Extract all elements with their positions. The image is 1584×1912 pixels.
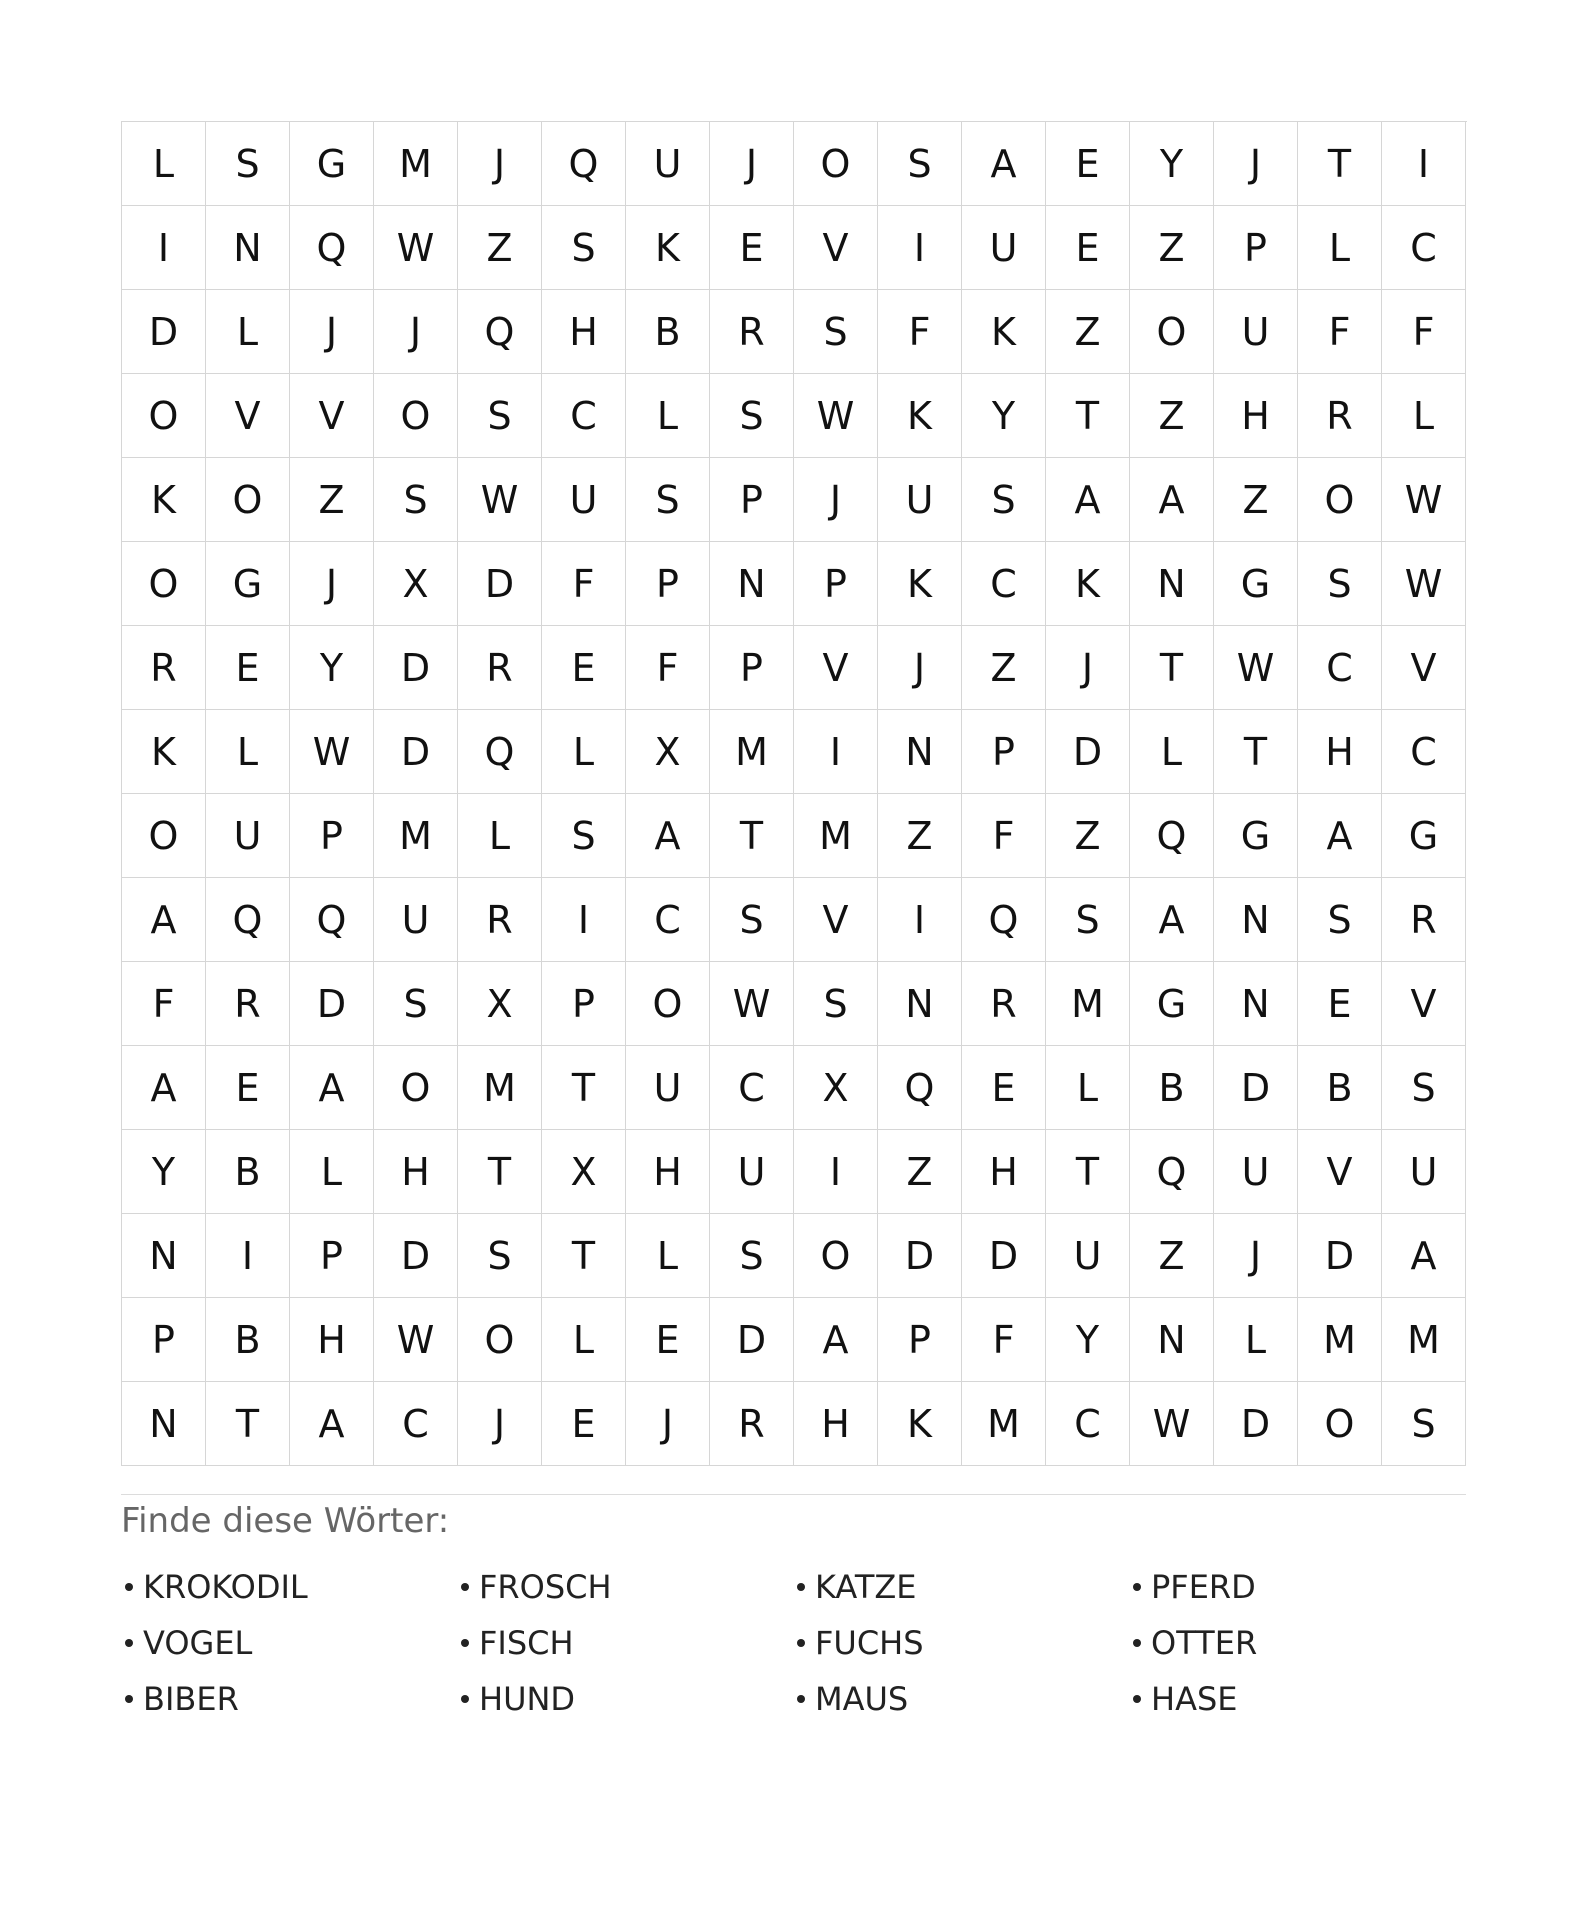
grid-cell[interactable]: T: [710, 794, 794, 878]
grid-cell[interactable]: S: [458, 1214, 542, 1298]
grid-cell[interactable]: W: [1214, 626, 1298, 710]
grid-cell[interactable]: L: [206, 290, 290, 374]
grid-cell[interactable]: O: [1298, 458, 1382, 542]
grid-cell[interactable]: Y: [1130, 122, 1214, 206]
grid-cell[interactable]: S: [710, 374, 794, 458]
grid-cell[interactable]: R: [206, 962, 290, 1046]
grid-cell[interactable]: G: [1130, 962, 1214, 1046]
grid-cell[interactable]: J: [626, 1382, 710, 1466]
grid-cell[interactable]: A: [626, 794, 710, 878]
grid-cell[interactable]: L: [542, 1298, 626, 1382]
word-list-item: [1129, 1671, 1465, 1727]
grid-cell[interactable]: V: [290, 374, 374, 458]
grid-cell[interactable]: S: [206, 122, 290, 206]
grid-cell[interactable]: E: [542, 1382, 626, 1466]
grid-cell[interactable]: E: [1046, 206, 1130, 290]
word-label: FUCHS: [815, 1624, 924, 1662]
grid-cell[interactable]: I: [878, 206, 962, 290]
grid-cell[interactable]: G: [1382, 794, 1466, 878]
grid-cell[interactable]: T: [542, 1214, 626, 1298]
word-label: KATZE: [815, 1568, 917, 1606]
grid-cell[interactable]: S: [374, 458, 458, 542]
grid-cell[interactable]: J: [710, 122, 794, 206]
grid-cell[interactable]: V: [794, 878, 878, 962]
grid-cell[interactable]: H: [626, 1130, 710, 1214]
grid-cell[interactable]: C: [626, 878, 710, 962]
grid-cell[interactable]: F: [878, 290, 962, 374]
grid-cell[interactable]: H: [542, 290, 626, 374]
grid-cell[interactable]: O: [794, 122, 878, 206]
word-label: HASE: [1151, 1680, 1238, 1718]
grid-cell[interactable]: I: [542, 878, 626, 962]
grid-cell[interactable]: W: [374, 206, 458, 290]
grid-cell[interactable]: X: [458, 962, 542, 1046]
grid-cell[interactable]: Z: [962, 626, 1046, 710]
grid-cell[interactable]: H: [290, 1298, 374, 1382]
divider: [121, 1494, 1466, 1495]
grid-cell[interactable]: N: [710, 542, 794, 626]
grid-cell[interactable]: K: [878, 1382, 962, 1466]
grid-cell[interactable]: P: [710, 626, 794, 710]
word-search-puzzle: [121, 121, 1463, 1727]
grid-cell[interactable]: L: [290, 1130, 374, 1214]
grid-cell[interactable]: U: [1214, 1130, 1298, 1214]
grid-cell[interactable]: A: [1298, 794, 1382, 878]
grid-cell[interactable]: Z: [878, 794, 962, 878]
grid-cell[interactable]: U: [1382, 1130, 1466, 1214]
grid-cell[interactable]: E: [626, 1298, 710, 1382]
grid-cell[interactable]: M: [1298, 1298, 1382, 1382]
grid-cell[interactable]: L: [626, 374, 710, 458]
grid-cell[interactable]: V: [206, 374, 290, 458]
grid-cell[interactable]: Q: [1130, 794, 1214, 878]
grid-cell[interactable]: V: [1298, 1130, 1382, 1214]
grid-cell[interactable]: M: [1382, 1298, 1466, 1382]
word-label: BIBER: [143, 1680, 239, 1718]
grid-cell[interactable]: U: [542, 458, 626, 542]
grid-cell[interactable]: R: [1298, 374, 1382, 458]
grid-cell[interactable]: A: [290, 1046, 374, 1130]
grid-cell[interactable]: U: [962, 206, 1046, 290]
grid-cell[interactable]: M: [1046, 962, 1130, 1046]
grid-cell[interactable]: S: [710, 878, 794, 962]
bullet-icon: [1133, 1695, 1141, 1703]
grid-cell[interactable]: Q: [1130, 1130, 1214, 1214]
grid-cell[interactable]: Z: [1130, 206, 1214, 290]
grid-cell[interactable]: K: [122, 710, 206, 794]
grid-cell[interactable]: Q: [542, 122, 626, 206]
grid-cell[interactable]: D: [374, 626, 458, 710]
grid-cell[interactable]: N: [1130, 542, 1214, 626]
word-list-item: [457, 1559, 793, 1615]
grid-cell[interactable]: R: [710, 290, 794, 374]
grid-cell[interactable]: N: [878, 710, 962, 794]
grid-cell[interactable]: J: [794, 458, 878, 542]
grid-cell[interactable]: U: [626, 1046, 710, 1130]
grid-cell[interactable]: J: [1214, 122, 1298, 206]
grid-cell[interactable]: J: [878, 626, 962, 710]
grid-cell[interactable]: M: [710, 710, 794, 794]
grid-cell[interactable]: S: [1298, 542, 1382, 626]
grid-cell[interactable]: N: [878, 962, 962, 1046]
grid-cell[interactable]: Y: [1046, 1298, 1130, 1382]
grid-cell[interactable]: C: [1046, 1382, 1130, 1466]
grid-cell[interactable]: T: [1130, 626, 1214, 710]
grid-cell[interactable]: Q: [290, 206, 374, 290]
grid-cell[interactable]: L: [1130, 710, 1214, 794]
grid-cell[interactable]: G: [290, 122, 374, 206]
grid-cell[interactable]: G: [206, 542, 290, 626]
grid-cell[interactable]: U: [1046, 1214, 1130, 1298]
grid-cell[interactable]: N: [1214, 878, 1298, 962]
bullet-icon: [797, 1695, 805, 1703]
grid-cell[interactable]: T: [1046, 1130, 1130, 1214]
grid-cell[interactable]: B: [206, 1130, 290, 1214]
bullet-icon: [125, 1583, 133, 1591]
grid-cell[interactable]: Z: [1046, 290, 1130, 374]
grid-cell[interactable]: O: [122, 542, 206, 626]
grid-cell[interactable]: W: [290, 710, 374, 794]
word-list: [121, 1559, 1463, 1727]
bullet-icon: [125, 1639, 133, 1647]
grid-cell[interactable]: U: [626, 122, 710, 206]
grid-cell[interactable]: P: [794, 542, 878, 626]
word-list-item: [121, 1559, 457, 1615]
grid-cell[interactable]: X: [794, 1046, 878, 1130]
grid-cell[interactable]: N: [122, 1382, 206, 1466]
grid-cell[interactable]: F: [962, 1298, 1046, 1382]
grid-cell[interactable]: P: [122, 1298, 206, 1382]
grid-cell[interactable]: U: [374, 878, 458, 962]
word-list-item: [793, 1559, 1129, 1615]
bullet-icon: [797, 1639, 805, 1647]
word-list-item: [457, 1671, 793, 1727]
grid-cell[interactable]: Q: [206, 878, 290, 962]
letter-grid: [121, 121, 1467, 1466]
grid-cell[interactable]: X: [374, 542, 458, 626]
grid-cell[interactable]: E: [542, 626, 626, 710]
bullet-icon: [125, 1695, 133, 1703]
grid-cell[interactable]: P: [290, 1214, 374, 1298]
grid-cell[interactable]: L: [1046, 1046, 1130, 1130]
grid-cell[interactable]: H: [794, 1382, 878, 1466]
grid-cell[interactable]: N: [122, 1214, 206, 1298]
word-list-heading: Finde diese Wörter:: [121, 1501, 450, 1541]
grid-cell[interactable]: C: [710, 1046, 794, 1130]
grid-cell[interactable]: K: [878, 374, 962, 458]
grid-cell[interactable]: F: [542, 542, 626, 626]
grid-cell[interactable]: O: [122, 794, 206, 878]
grid-cell[interactable]: W: [794, 374, 878, 458]
word-list-item: [793, 1615, 1129, 1671]
word-list-item: [1129, 1615, 1465, 1671]
grid-cell[interactable]: G: [1214, 794, 1298, 878]
grid-cell[interactable]: C: [1382, 206, 1466, 290]
grid-cell[interactable]: V: [1382, 962, 1466, 1046]
grid-cell[interactable]: A: [122, 878, 206, 962]
grid-cell[interactable]: E: [1046, 122, 1130, 206]
grid-cell[interactable]: D: [710, 1298, 794, 1382]
grid-cell[interactable]: T: [1298, 122, 1382, 206]
grid-cell[interactable]: C: [962, 542, 1046, 626]
bullet-icon: [1133, 1639, 1141, 1647]
word-label: VOGEL: [143, 1624, 253, 1662]
bullet-icon: [461, 1639, 469, 1647]
grid-cell[interactable]: O: [1298, 1382, 1382, 1466]
grid-cell[interactable]: Z: [1130, 374, 1214, 458]
grid-cell[interactable]: J: [374, 290, 458, 374]
grid-cell[interactable]: R: [1382, 878, 1466, 962]
grid-cell[interactable]: H: [1298, 710, 1382, 794]
grid-cell[interactable]: K: [962, 290, 1046, 374]
grid-cell[interactable]: F: [122, 962, 206, 1046]
word-list-item: [1129, 1559, 1465, 1615]
grid-cell[interactable]: R: [122, 626, 206, 710]
word-list-item: [457, 1615, 793, 1671]
grid-cell[interactable]: A: [962, 122, 1046, 206]
grid-cell[interactable]: L: [206, 710, 290, 794]
bullet-icon: [1133, 1583, 1141, 1591]
grid-cell[interactable]: I: [878, 878, 962, 962]
grid-cell[interactable]: E: [710, 206, 794, 290]
grid-cell[interactable]: Y: [122, 1130, 206, 1214]
grid-cell[interactable]: K: [626, 206, 710, 290]
grid-cell[interactable]: D: [374, 710, 458, 794]
grid-cell[interactable]: O: [206, 458, 290, 542]
grid-cell[interactable]: J: [458, 122, 542, 206]
grid-cell[interactable]: N: [206, 206, 290, 290]
grid-cell[interactable]: R: [458, 626, 542, 710]
grid-cell[interactable]: S: [794, 290, 878, 374]
grid-cell[interactable]: D: [1214, 1046, 1298, 1130]
grid-cell[interactable]: W: [374, 1298, 458, 1382]
grid-cell[interactable]: I: [122, 206, 206, 290]
word-list-item: [121, 1671, 457, 1727]
grid-cell[interactable]: S: [1046, 878, 1130, 962]
grid-cell[interactable]: P: [290, 794, 374, 878]
grid-cell[interactable]: E: [962, 1046, 1046, 1130]
grid-cell[interactable]: K: [878, 542, 962, 626]
grid-cell[interactable]: L: [542, 710, 626, 794]
grid-cell[interactable]: G: [1214, 542, 1298, 626]
grid-cell[interactable]: S: [794, 962, 878, 1046]
grid-cell[interactable]: C: [542, 374, 626, 458]
grid-cell[interactable]: N: [1214, 962, 1298, 1046]
word-label: KROKODIL: [143, 1568, 308, 1606]
grid-cell[interactable]: S: [962, 458, 1046, 542]
grid-cell[interactable]: L: [626, 1214, 710, 1298]
grid-cell[interactable]: O: [374, 1046, 458, 1130]
grid-cell[interactable]: B: [626, 290, 710, 374]
grid-cell[interactable]: U: [1214, 290, 1298, 374]
grid-cell[interactable]: R: [962, 962, 1046, 1046]
grid-cell[interactable]: J: [290, 542, 374, 626]
grid-cell[interactable]: E: [206, 626, 290, 710]
bullet-icon: [461, 1583, 469, 1591]
grid-cell[interactable]: P: [962, 710, 1046, 794]
grid-cell[interactable]: W: [458, 458, 542, 542]
grid-cell[interactable]: P: [878, 1298, 962, 1382]
grid-cell[interactable]: U: [206, 794, 290, 878]
grid-cell[interactable]: D: [458, 542, 542, 626]
grid-cell[interactable]: E: [1298, 962, 1382, 1046]
grid-cell[interactable]: B: [1298, 1046, 1382, 1130]
grid-cell[interactable]: H: [962, 1130, 1046, 1214]
grid-cell[interactable]: Y: [290, 626, 374, 710]
grid-cell[interactable]: Q: [290, 878, 374, 962]
grid-cell[interactable]: M: [374, 122, 458, 206]
grid-cell[interactable]: S: [1298, 878, 1382, 962]
grid-cell[interactable]: V: [794, 626, 878, 710]
grid-cell[interactable]: S: [1382, 1382, 1466, 1466]
grid-cell[interactable]: J: [458, 1382, 542, 1466]
grid-cell[interactable]: D: [122, 290, 206, 374]
grid-cell[interactable]: T: [542, 1046, 626, 1130]
grid-cell[interactable]: W: [1382, 542, 1466, 626]
grid-cell[interactable]: S: [374, 962, 458, 1046]
grid-cell[interactable]: Q: [458, 710, 542, 794]
grid-cell[interactable]: S: [542, 794, 626, 878]
grid-cell[interactable]: L: [1214, 1298, 1298, 1382]
grid-cell[interactable]: A: [1130, 878, 1214, 962]
grid-cell[interactable]: X: [626, 710, 710, 794]
grid-cell[interactable]: M: [458, 1046, 542, 1130]
grid-cell[interactable]: O: [458, 1298, 542, 1382]
grid-cell[interactable]: T: [1046, 374, 1130, 458]
word-list-item: [793, 1671, 1129, 1727]
word-label: HUND: [479, 1680, 576, 1718]
grid-cell[interactable]: Z: [458, 206, 542, 290]
word-label: OTTER: [1151, 1624, 1258, 1662]
bullet-icon: [797, 1583, 805, 1591]
grid-cell[interactable]: O: [122, 374, 206, 458]
grid-cell[interactable]: C: [1298, 626, 1382, 710]
grid-cell[interactable]: E: [206, 1046, 290, 1130]
grid-cell[interactable]: Y: [962, 374, 1046, 458]
grid-cell[interactable]: M: [374, 794, 458, 878]
grid-cell[interactable]: W: [1382, 458, 1466, 542]
grid-cell[interactable]: F: [626, 626, 710, 710]
grid-cell[interactable]: D: [1298, 1214, 1382, 1298]
grid-cell[interactable]: K: [1046, 542, 1130, 626]
grid-cell[interactable]: O: [794, 1214, 878, 1298]
grid-cell[interactable]: S: [710, 1214, 794, 1298]
grid-cell[interactable]: Q: [458, 290, 542, 374]
grid-cell[interactable]: W: [710, 962, 794, 1046]
grid-cell[interactable]: L: [1382, 374, 1466, 458]
grid-cell[interactable]: T: [1214, 710, 1298, 794]
grid-cell[interactable]: I: [794, 710, 878, 794]
grid-cell[interactable]: L: [1298, 206, 1382, 290]
grid-cell[interactable]: P: [542, 962, 626, 1046]
grid-cell[interactable]: D: [374, 1214, 458, 1298]
grid-cell[interactable]: M: [794, 794, 878, 878]
grid-cell[interactable]: U: [878, 458, 962, 542]
grid-cell[interactable]: N: [1130, 1298, 1214, 1382]
grid-cell[interactable]: Z: [290, 458, 374, 542]
grid-cell[interactable]: P: [1214, 206, 1298, 290]
grid-cell[interactable]: S: [626, 458, 710, 542]
grid-cell[interactable]: A: [794, 1298, 878, 1382]
grid-cell[interactable]: B: [1130, 1046, 1214, 1130]
grid-cell[interactable]: J: [1214, 1214, 1298, 1298]
grid-cell[interactable]: X: [542, 1130, 626, 1214]
grid-cell[interactable]: R: [458, 878, 542, 962]
word-label: PFERD: [1151, 1568, 1256, 1606]
grid-cell[interactable]: S: [542, 206, 626, 290]
grid-cell[interactable]: D: [1046, 710, 1130, 794]
grid-cell[interactable]: F: [1298, 290, 1382, 374]
grid-cell[interactable]: O: [1130, 290, 1214, 374]
grid-cell[interactable]: U: [710, 1130, 794, 1214]
grid-cell[interactable]: P: [626, 542, 710, 626]
grid-cell[interactable]: L: [122, 122, 206, 206]
grid-cell[interactable]: D: [878, 1214, 962, 1298]
grid-cell[interactable]: W: [1130, 1382, 1214, 1466]
grid-cell[interactable]: D: [1214, 1382, 1298, 1466]
grid-cell[interactable]: V: [794, 206, 878, 290]
grid-cell[interactable]: P: [710, 458, 794, 542]
grid-cell[interactable]: S: [458, 374, 542, 458]
word-list-item: [121, 1615, 457, 1671]
grid-cell[interactable]: O: [626, 962, 710, 1046]
grid-cell[interactable]: A: [1130, 458, 1214, 542]
grid-cell[interactable]: Z: [1130, 1214, 1214, 1298]
grid-cell[interactable]: V: [1382, 626, 1466, 710]
grid-cell[interactable]: D: [290, 962, 374, 1046]
grid-cell[interactable]: Z: [1046, 794, 1130, 878]
grid-cell[interactable]: O: [374, 374, 458, 458]
grid-cell[interactable]: I: [794, 1130, 878, 1214]
grid-cell[interactable]: T: [458, 1130, 542, 1214]
grid-cell[interactable]: Q: [962, 878, 1046, 962]
word-label: FISCH: [479, 1624, 574, 1662]
grid-cell[interactable]: L: [458, 794, 542, 878]
grid-cell[interactable]: F: [1382, 290, 1466, 374]
bullet-icon: [461, 1695, 469, 1703]
grid-cell[interactable]: C: [1382, 710, 1466, 794]
grid-cell[interactable]: Z: [1214, 458, 1298, 542]
grid-cell[interactable]: B: [206, 1298, 290, 1382]
grid-cell[interactable]: H: [374, 1130, 458, 1214]
grid-cell[interactable]: Q: [878, 1046, 962, 1130]
grid-cell[interactable]: I: [206, 1214, 290, 1298]
word-label: MAUS: [815, 1680, 909, 1718]
grid-cell[interactable]: A: [122, 1046, 206, 1130]
grid-cell[interactable]: A: [1382, 1214, 1466, 1298]
grid-cell[interactable]: H: [1214, 374, 1298, 458]
grid-cell[interactable]: A: [1046, 458, 1130, 542]
grid-cell[interactable]: Z: [878, 1130, 962, 1214]
grid-cell[interactable]: T: [206, 1382, 290, 1466]
grid-cell[interactable]: K: [122, 458, 206, 542]
grid-cell[interactable]: D: [962, 1214, 1046, 1298]
word-label: FROSCH: [479, 1568, 612, 1606]
grid-cell[interactable]: S: [878, 122, 962, 206]
grid-cell[interactable]: A: [290, 1382, 374, 1466]
grid-cell[interactable]: S: [1382, 1046, 1466, 1130]
grid-cell[interactable]: C: [374, 1382, 458, 1466]
grid-cell[interactable]: I: [1382, 122, 1466, 206]
grid-cell[interactable]: M: [962, 1382, 1046, 1466]
grid-cell[interactable]: J: [290, 290, 374, 374]
grid-cell[interactable]: R: [710, 1382, 794, 1466]
grid-cell[interactable]: F: [962, 794, 1046, 878]
grid-cell[interactable]: J: [1046, 626, 1130, 710]
